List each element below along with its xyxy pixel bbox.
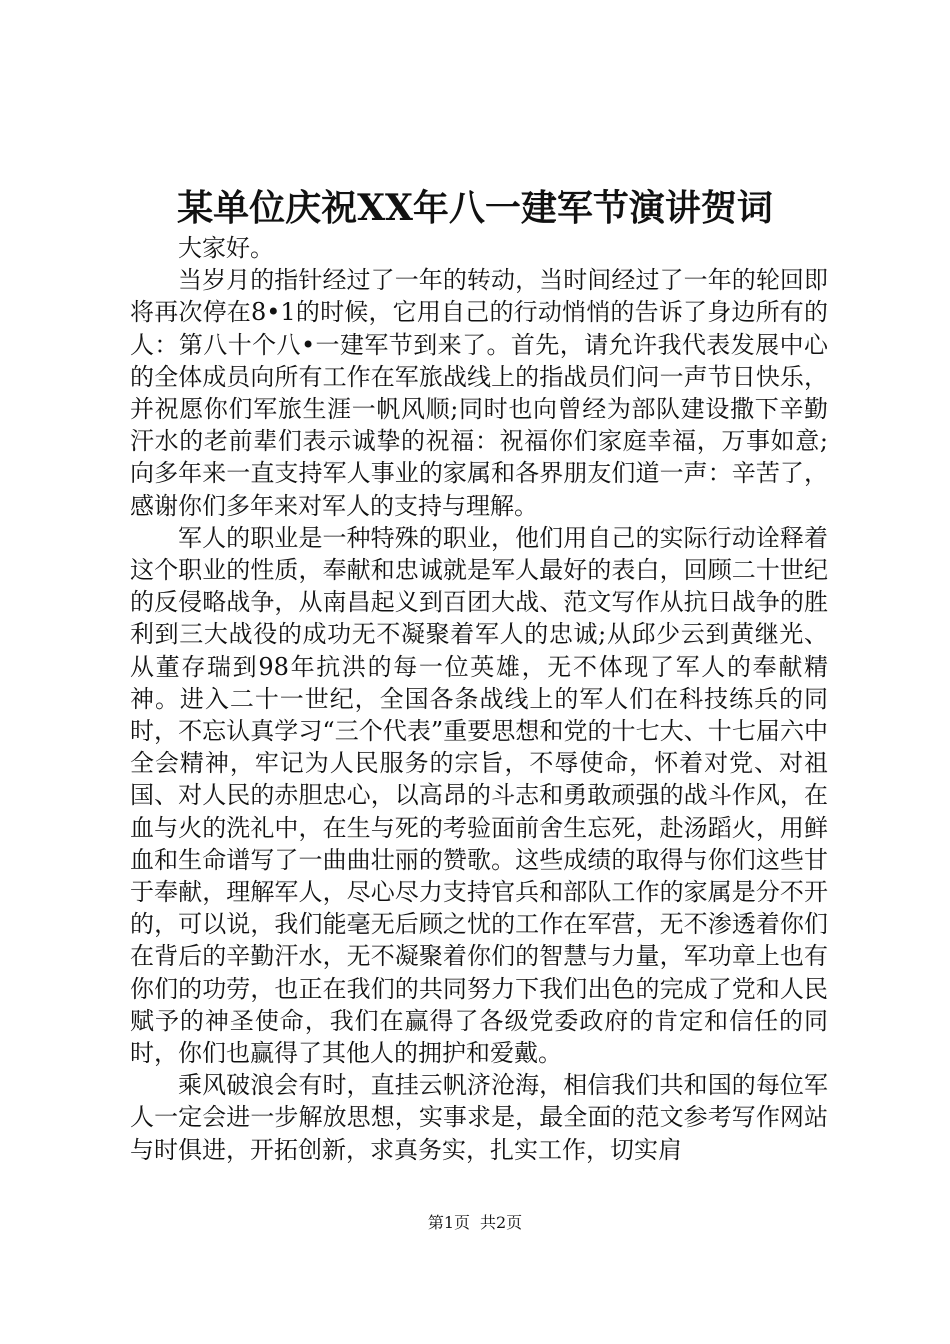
page-number: 第1页	[427, 1213, 470, 1232]
greeting-paragraph: 大家好。	[178, 234, 274, 262]
document-title: 某单位庆祝XX年八一建军节演讲贺词	[177, 187, 773, 229]
page-total: 共2页	[480, 1213, 523, 1232]
body-paragraph: 军人的职业是一种特殊的职业，他们用自己的实际行动诠释着这个职业的性质，奉献和忠诚就是军人最好的表白，回顾二十世纪的反侵略战争，从南昌起义到百团大战、范文写作从抗日战争的胜利到三大战役的成功无不凝聚着军人的忠诚;从邱少云到黄继光、从董存瑞到98年抗洪的每一位英雄，无不体现了军人的奉献精神。进入二十一世纪，全国各条战线上的军人们在科技练兵的同时，不忘认真学习“三个代表”重要思想和党的十七大、十七届六中全会精神，牢记为人民服务的宗旨，不辱使命，怀着对党、对祖国、对人民的赤胆忠心，以高昂的斗志和勇敢顽强的战斗作风，在血与火的洗礼中，在生与死的考验面前舍生忘死，赴汤蹈火，用鲜血和生命谱写了一曲曲壮丽的赞歌。这些成绩的取得与你们这些甘于奉献，理解军人，尽心尽力支持官兵和部队工作的家属是分不开的，可以说，我们能毫无后顾之忧的工作在军营，无不渗透着你们在背后的辛勤汗水，无不凝聚着你们的智慧与力量，军功章上也有你们的功劳，也正在我们的共同努力下我们出色的完成了党和人民赋予的神圣使命，我们在赢得了各级党委政府的肯定和信任的同时，你们也赢得了其他人的拥护和爱戴。	[130, 523, 828, 1068]
document-body	[130, 232, 828, 1166]
body-paragraph: 乘风破浪会有时，直挂云帆济沧海，相信我们共和国的每位军人一定会进一步解放思想，实事求是，最全面的范文参考写作网站与时俱进，开拓创新，求真务实，扎实工作，切实肩	[130, 1071, 828, 1164]
page-footer	[0, 1212, 950, 1234]
body-paragraph: 当岁月的指针经过了一年的转动，当时间经过了一年的轮回即将再次停在8•1的时候，它用自己的行动悄悄的告诉了身边所有的人：第八十个八•一建军节到来了。首先，请允许我代表发展中心的全体成员向所有工作在军旅战线上的指战员们问一声节日快乐，并祝愿你们军旅生涯一帆风顺;同时也向曾经为部队建设撒下辛勤汗水的老前辈们表示诚挚的祝福：祝福你们家庭幸福，万事如意;向多年来一直支持军人事业的家属和各界朋友们道一声：辛苦了，感谢你们多年来对军人的支持与理解。	[130, 266, 828, 520]
